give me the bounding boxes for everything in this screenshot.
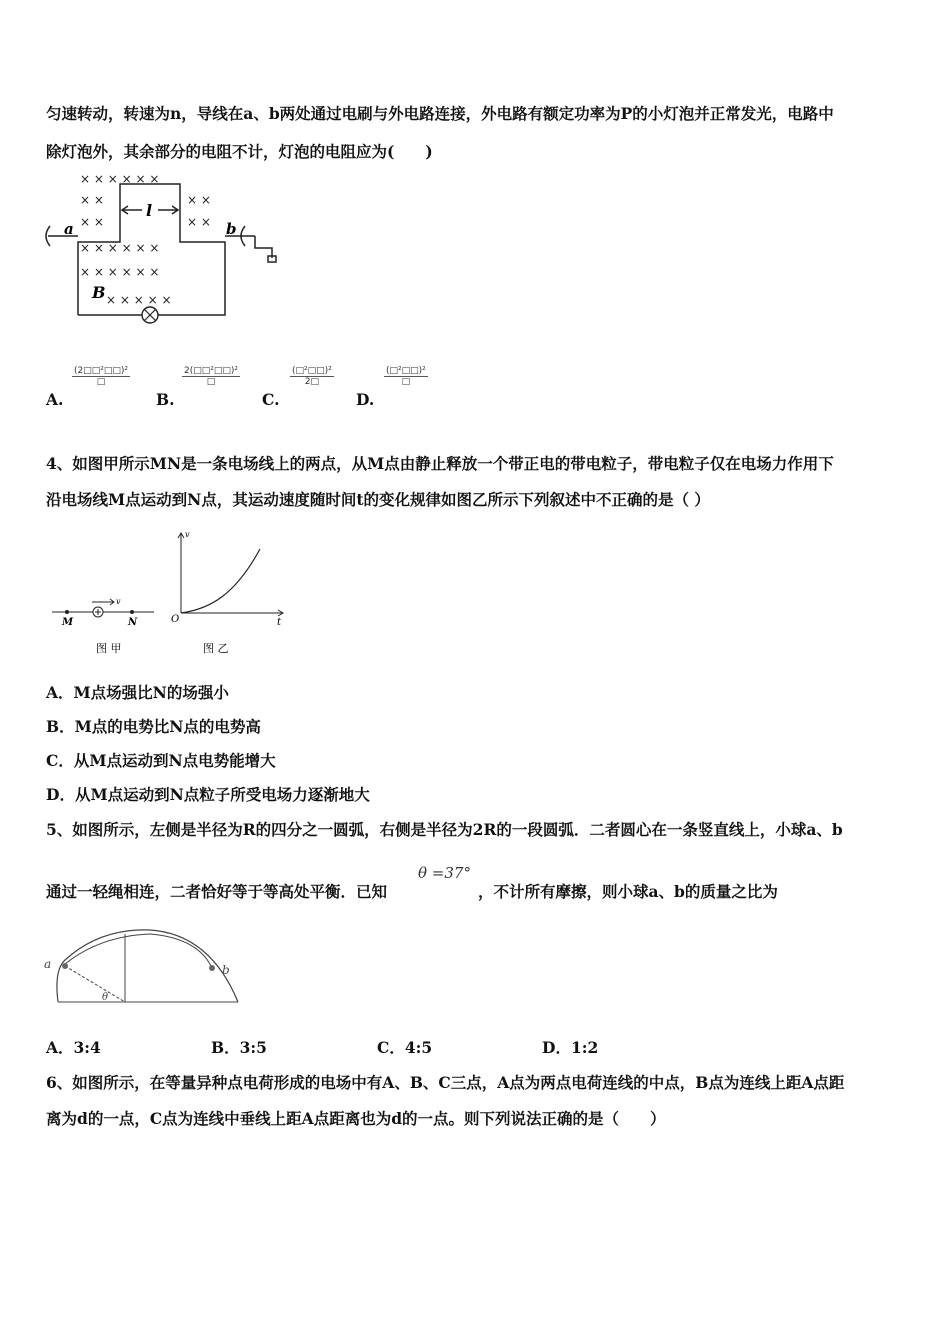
q4-figure-yi <box>165 525 295 660</box>
q3-option-c-den: 2□ <box>304 377 319 387</box>
q4-option-b: B．M点的电势比N点的电势高 <box>46 717 261 736</box>
q5-option-b: B．3:5 <box>211 1038 267 1057</box>
q5-theta-formula: θ =37° <box>418 864 471 882</box>
q3-option-b-num: 2(□□²□□)² <box>184 366 238 376</box>
q3-option-a-formula <box>72 366 130 387</box>
fig-jia-caption: 图 甲 <box>96 642 122 655</box>
label-a: a <box>64 220 74 238</box>
q3-option-a-label: A. <box>46 390 64 409</box>
q5-text-line2-post: ，不计所有摩擦，则小球a、b的质量之比为 <box>478 882 778 901</box>
svg-text:× × × × ×: × × × × × <box>106 293 172 307</box>
q5-option-d: D．1:2 <box>542 1038 599 1057</box>
q5-option-a: A．3:4 <box>46 1038 101 1057</box>
q3-option-a-den: □ <box>96 377 106 387</box>
q3-text-line2: 除灯泡外，其余部分的电阻不计，灯泡的电阻应为( ) <box>46 142 433 161</box>
q5-arc-diagram <box>40 920 245 1010</box>
q3-option-d-label: D. <box>356 390 375 409</box>
svg-text:× × × × × ×: × × × × × × <box>80 241 160 255</box>
fig-yi-origin: O <box>171 614 180 625</box>
ball-a <box>62 963 68 969</box>
q4-option-a: A．M点场强比N的场强小 <box>46 683 229 702</box>
q4-option-c: C．从M点运动到N点电势能增大 <box>46 751 276 770</box>
label-B: B <box>92 283 106 302</box>
svg-text:× ×: × × <box>80 193 104 207</box>
q5-option-c: C．4:5 <box>377 1038 433 1057</box>
label-l: l <box>146 201 153 220</box>
q4-figure-jia <box>50 590 160 660</box>
svg-text:× ×: × × <box>187 215 211 229</box>
q3-option-b-den: □ <box>206 377 216 387</box>
q3-option-b-formula <box>182 366 240 387</box>
svg-text:× × × × × ×: × × × × × × <box>80 172 160 186</box>
velocity-curve <box>181 549 260 613</box>
q4-text-line1: 4、如图甲所示MN是一条电场线上的两点，从M点由静止释放一个带正电的带电粒子，带电粒子仅在电场力作用下 <box>46 454 834 473</box>
q3-coil-diagram <box>40 170 285 330</box>
fig-jia-label-v: v <box>116 597 121 606</box>
svg-text:× × × × × ×: × × × × × × <box>80 265 160 279</box>
q3-option-d-num: (□²□□)² <box>386 366 426 376</box>
svg-text:× ×: × × <box>80 215 104 229</box>
q6-text-line2: 离为d的一点，C点为连线中垂线上距A点距离也为d的一点。则下列说法正确的是（ ） <box>46 1109 666 1128</box>
q4-option-d: D．从M点运动到N点粒子所受电场力逐渐地大 <box>46 785 370 804</box>
q6-text-line1: 6、如图所示，在等量异种点电荷形成的电场中有A、B、C三点，A点为两点电荷连线的中点，B点为连线上距A点距 <box>46 1073 845 1092</box>
q5-label-theta: θ <box>102 992 109 1003</box>
q5-label-b: b <box>222 963 230 977</box>
q3-option-c-formula <box>290 366 334 387</box>
q3-option-a-num: (2□□²□□)² <box>74 366 128 376</box>
fig-yi-axis-v: v <box>185 530 190 539</box>
q3-option-c-num: (□²□□)² <box>292 366 332 376</box>
q3-option-c-label: C. <box>262 390 280 409</box>
fig-jia-label-N: N <box>128 617 138 628</box>
ball-b <box>209 965 215 971</box>
lamp-icon <box>142 307 158 323</box>
q3-option-d-den: □ <box>401 377 411 387</box>
fig-yi-axis-t: t <box>277 617 282 628</box>
q5-label-a: a <box>44 957 52 971</box>
q5-text-line2-pre: 通过一轻绳相连，二者恰好等于等高处平衡．已知 <box>46 882 388 901</box>
svg-text:× ×: × × <box>187 193 211 207</box>
q3-option-d-formula <box>384 366 428 387</box>
fig-yi-caption: 图 乙 <box>203 642 229 655</box>
q5-text-line1: 5、如图所示，左侧是半径为R的四分之一圆弧，右侧是半径为2R的一段圆弧．二者圆心在一条竖直线上，小球a、b <box>46 820 843 839</box>
label-b: b <box>226 220 237 238</box>
q3-text-line1: 匀速转动，转速为n，导线在a、b两处通过电刷与外电路连接，外电路有额定功率为P的小灯泡并正常发光，电路中 <box>46 104 834 123</box>
q4-text-line2: 沿电场线M点运动到N点，其运动速度随时间t的变化规律如图乙所示下列叙述中不正确的是（ ） <box>46 490 710 509</box>
q3-option-b-label: B. <box>156 390 175 409</box>
fig-jia-label-M: M <box>62 617 74 628</box>
